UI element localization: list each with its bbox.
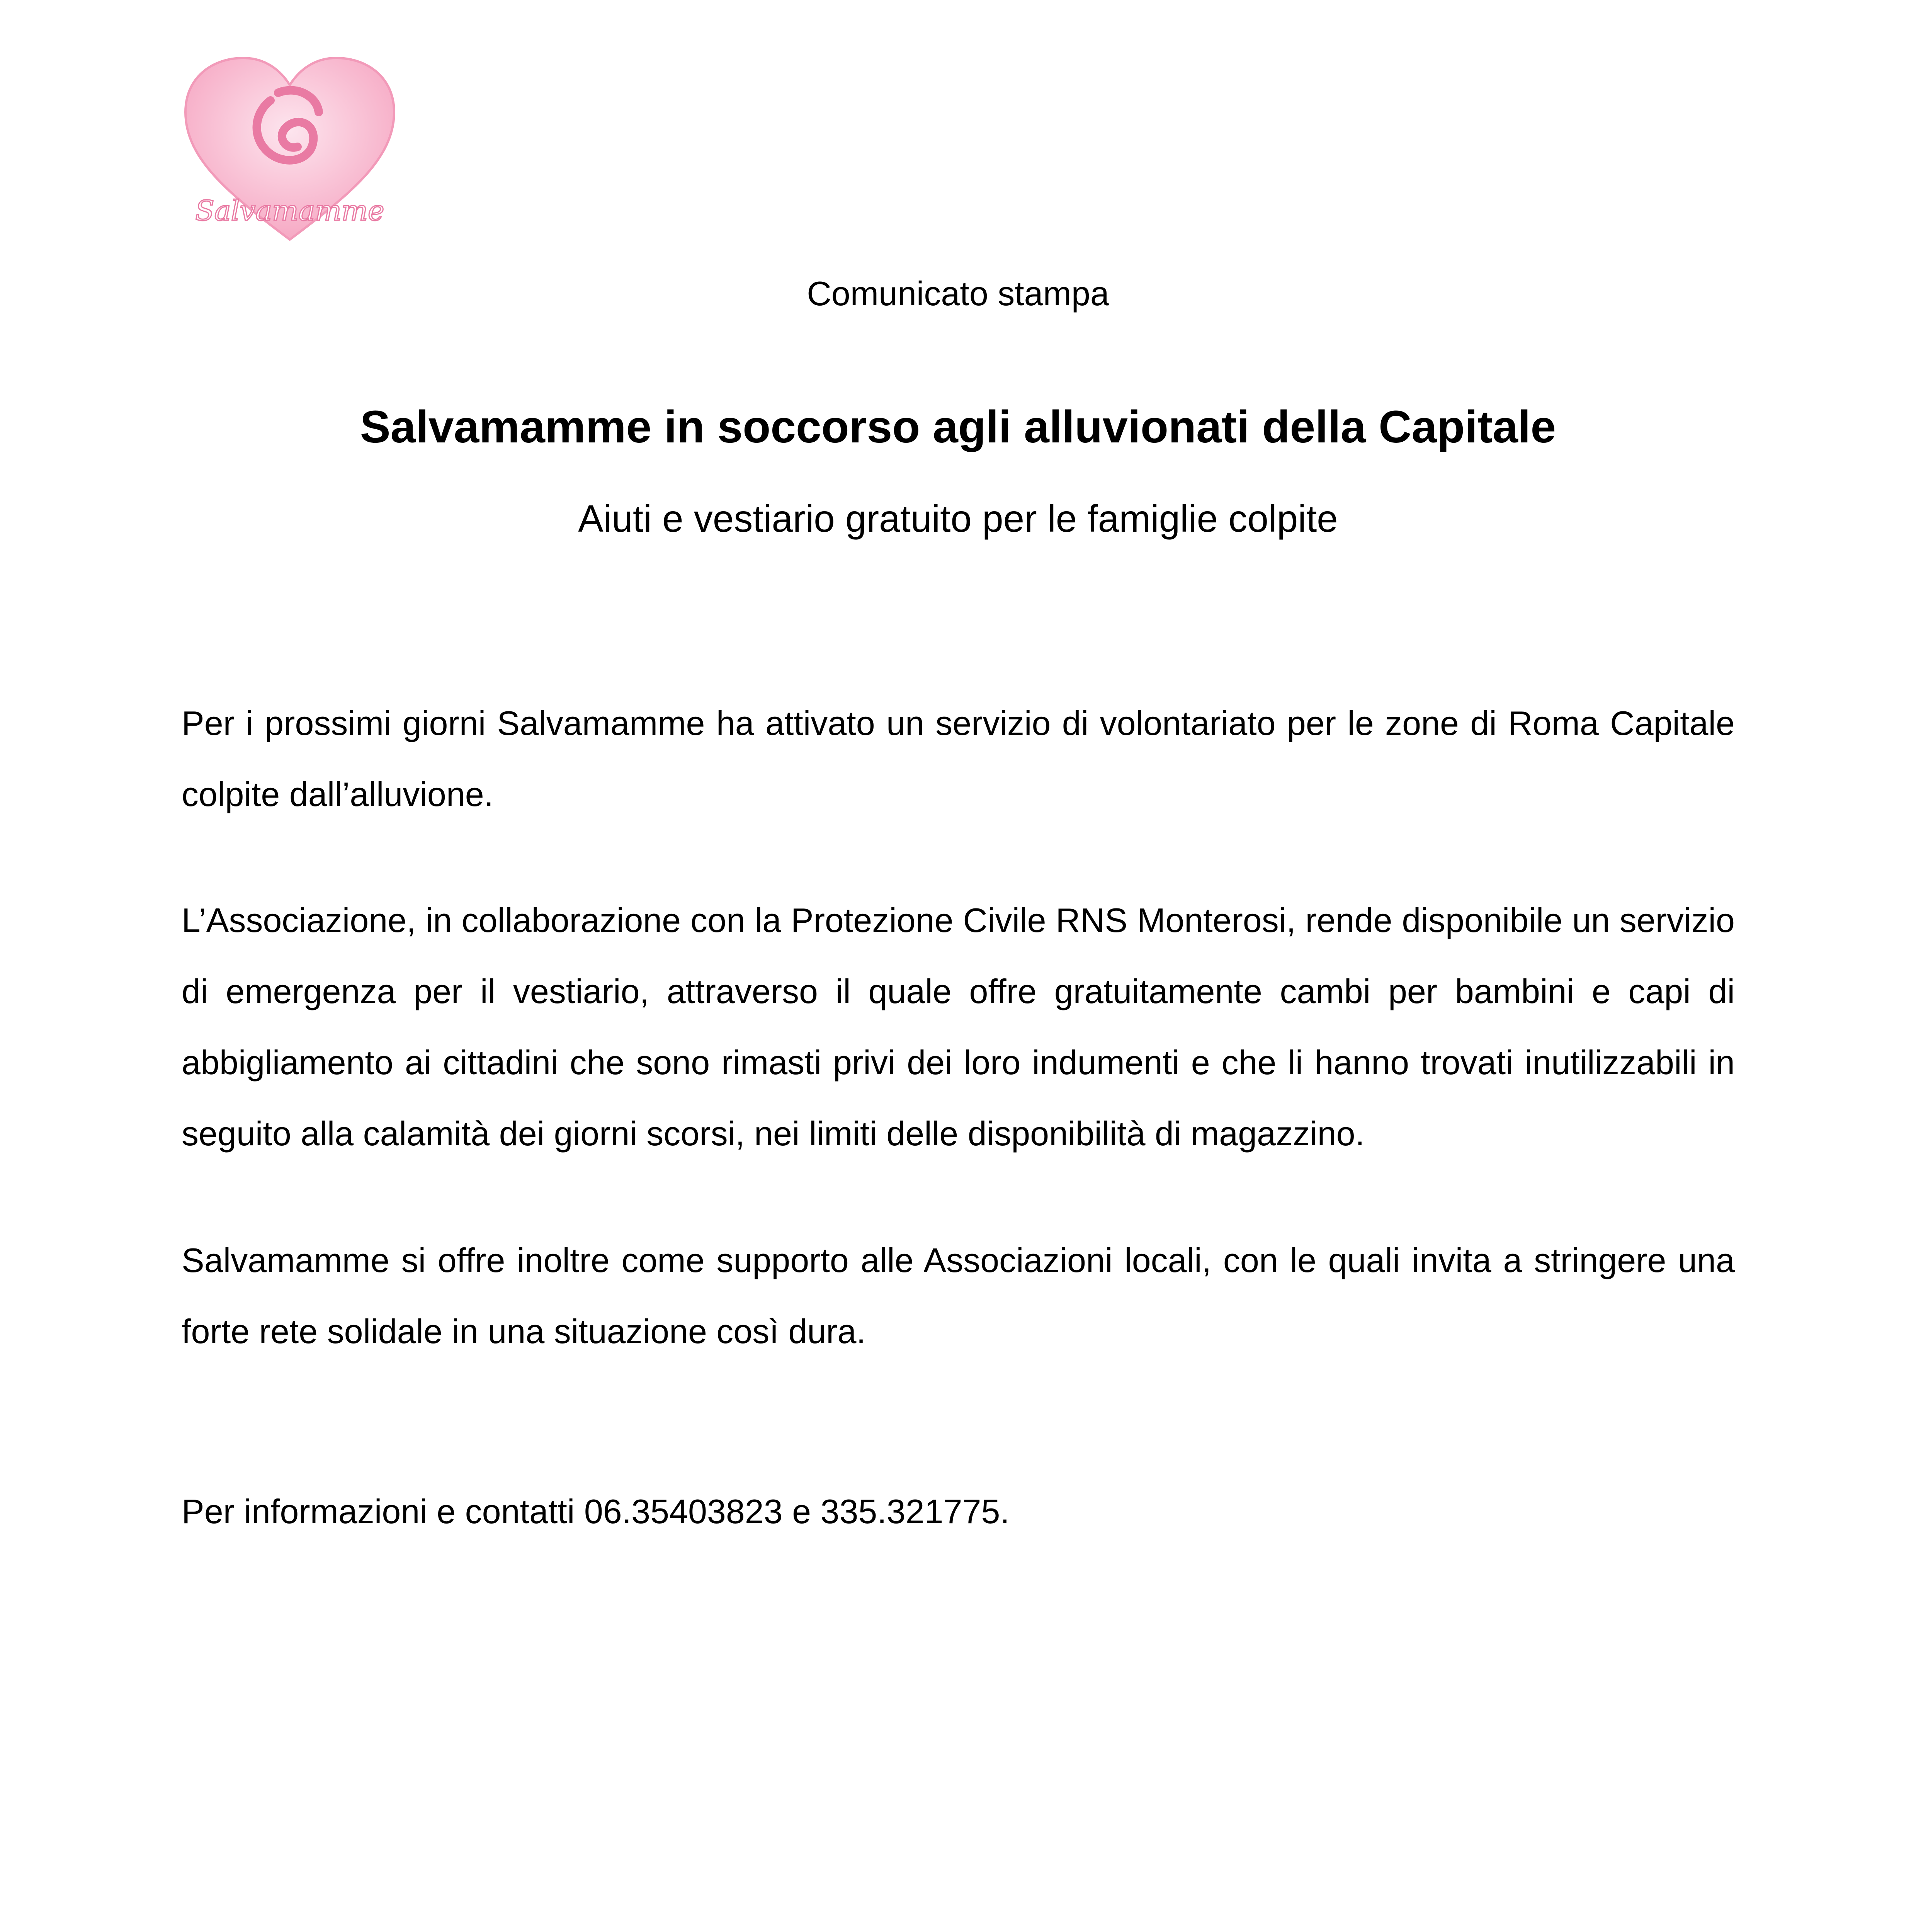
body-paragraph-3: Salvamamme si offre inoltre come supporto alle Associazioni locali, con le quali invita a stringere una forte rete solidale in una situazione così dura. (182, 1241, 1735, 1350)
body-paragraph-1: Per i prossimi giorni Salvamamme ha attivato un servizio di volontariato per le zone di Roma Capitale colpite dall’alluvione. (182, 704, 1735, 813)
logo-wordmark: Salvamamme (195, 194, 384, 227)
salvamamme-logo (182, 54, 398, 247)
document-title: Salvamamme in soccorso agli alluvionati della Capitale (360, 401, 1556, 452)
document-subtitle: Aiuti e vestiario gratuito per le famiglie colpite (578, 497, 1338, 540)
contact-paragraph: Per informazioni e contatti 06.35403823 e 335.321775. (182, 1492, 1010, 1531)
body-paragraph-2: L’Associazione, in collaborazione con la Protezione Civile RNS Monterosi, rende disponibile un servizio di emergenza per il vestiario, attraverso il quale offre gratuitamente cambi per bambini e capi di abbigliamento ai cittadini che sono rimasti privi dei loro indumenti e che li hanno trovati inutilizzabili in seguito alla calamità dei giorni scorsi, nei limiti delle disponibilità di magazzino. (182, 901, 1735, 1153)
document-kicker: Comunicato stampa (807, 274, 1109, 313)
